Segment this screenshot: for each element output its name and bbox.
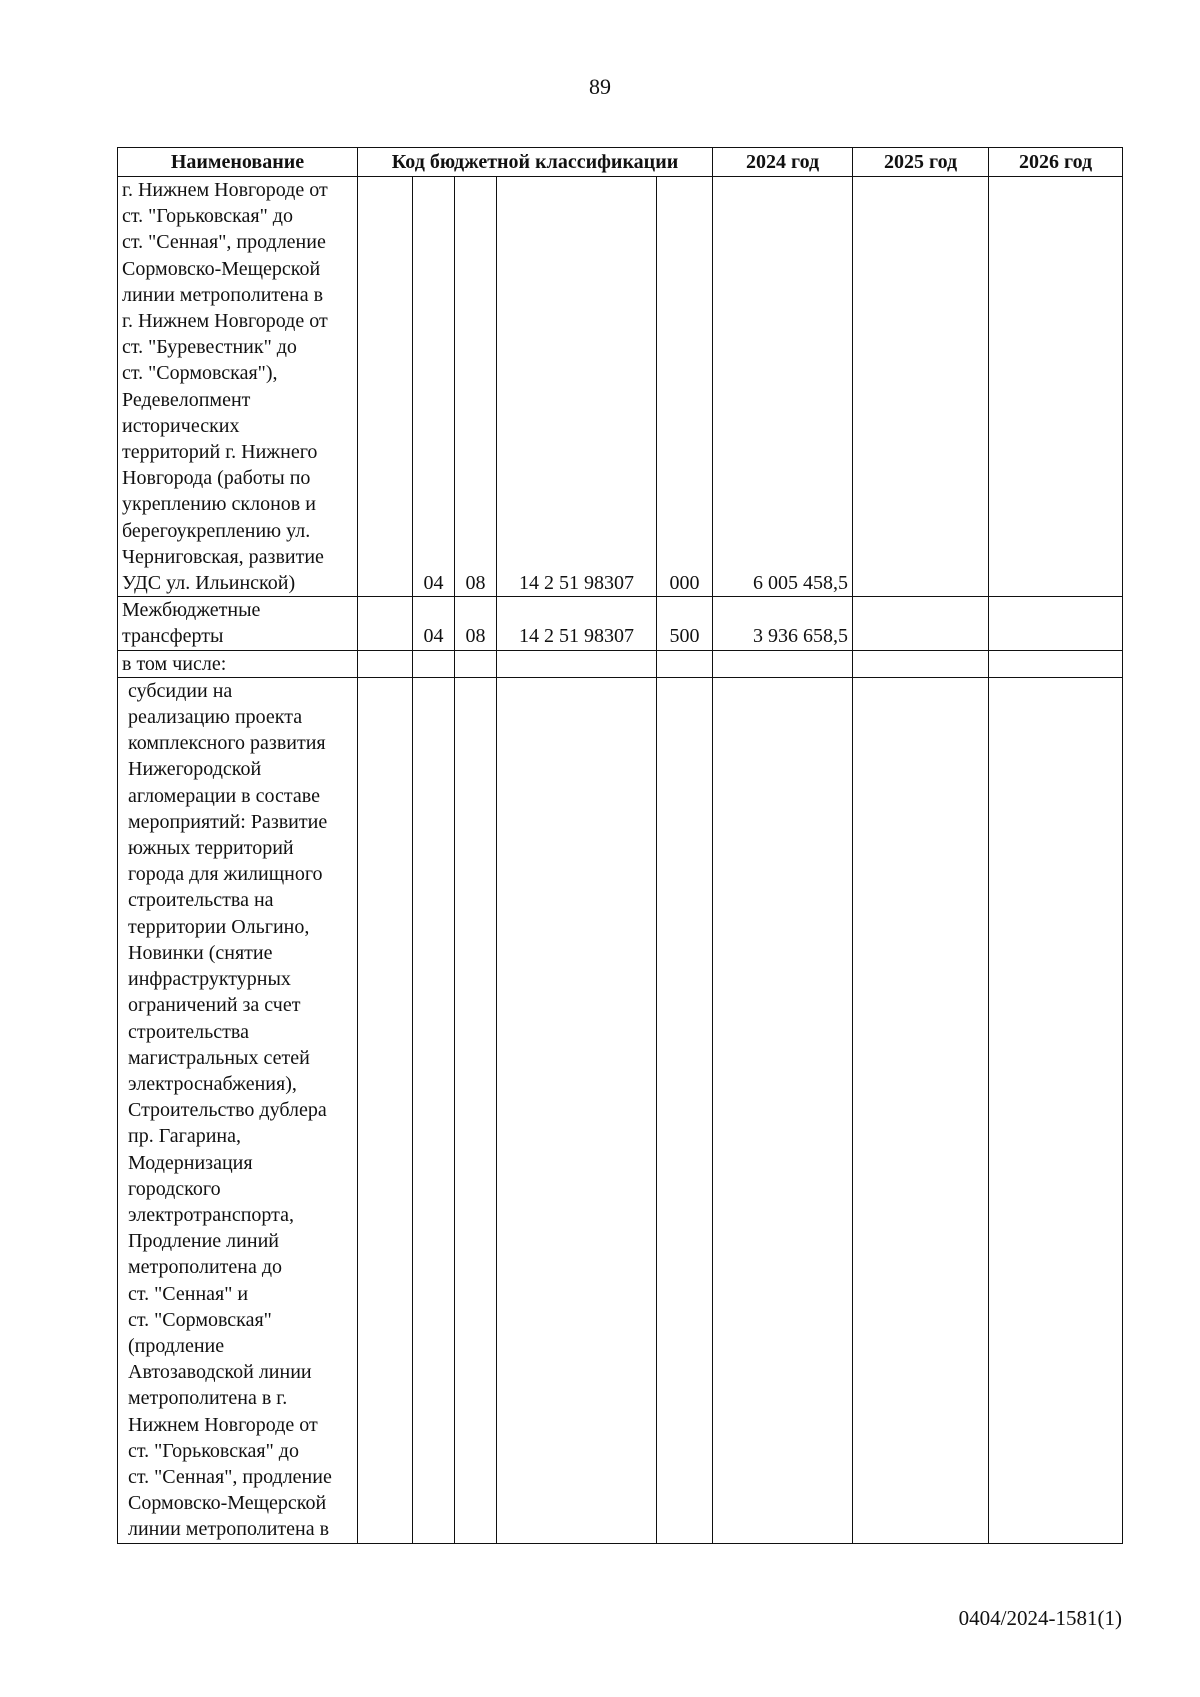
row-name: в том числе: — [118, 650, 358, 677]
document-number: 0404/2024-1581(1) — [958, 1606, 1122, 1630]
header-2026: 2026 год — [989, 148, 1123, 177]
value-2025 — [853, 650, 989, 677]
table-header-row — [118, 148, 1123, 177]
code-section: 04 — [413, 177, 455, 597]
row-name: г. Нижнем Новгороде от ст. "Горьковская" до ст. "Сенная", продление Сормовско-Мещерской линии метрополитена в г. Нижнем Новгороде от ст. "Буревестник" до ст. "Сормовская"), Редевелопмент исторических территорий г. Нижнего Новгорода (работы по укреплению склонов и берегоукреплению ул. Черниговская, развитие УДС ул. Ильинской) — [118, 177, 358, 597]
row-name: субсидии на реализацию проекта комплексного развития Нижегородской агломерации в составе мероприятий: Развитие южных территорий города для жилищного строительства на территории Ольгино, Новинки (снятие инфраструктурных ограничений за счет строительства магистральных сетей электроснабжения), Строительство дублера пр. Гагарина, Модернизация городского электротранспорта, Продление линий метрополитена до ст. "Сенная" и ст. "Сормовская" (продление Автозаводской линии метрополитена в г. Нижнем Новгороде от ст. "Горьковская" до ст. "Сенная", продление Сормовско-Мещерской линии метрополитена в — [118, 677, 358, 1543]
code-target-article — [497, 677, 657, 1543]
code-part-1 — [358, 597, 413, 650]
code-target-article: 14 2 51 98307 — [497, 177, 657, 597]
code-target-article: 14 2 51 98307 — [497, 597, 657, 650]
value-2024 — [713, 650, 853, 677]
code-subsection — [455, 650, 497, 677]
code-expense-type: 500 — [657, 597, 713, 650]
code-section: 04 — [413, 597, 455, 650]
value-2024: 6 005 458,5 — [713, 177, 853, 597]
value-2024 — [713, 677, 853, 1543]
header-2024: 2024 год — [713, 148, 853, 177]
table-row — [118, 597, 1123, 650]
code-part-1 — [358, 650, 413, 677]
table-row — [118, 677, 1123, 1543]
header-code: Код бюджетной классификации — [358, 148, 713, 177]
code-section — [413, 650, 455, 677]
budget-table — [117, 147, 1123, 1544]
code-part-1 — [358, 177, 413, 597]
table-row — [118, 177, 1123, 597]
code-subsection — [455, 677, 497, 1543]
value-2026 — [989, 650, 1123, 677]
code-expense-type — [657, 650, 713, 677]
code-subsection: 08 — [455, 597, 497, 650]
code-expense-type: 000 — [657, 177, 713, 597]
value-2026 — [989, 677, 1123, 1543]
code-target-article — [497, 650, 657, 677]
value-2025 — [853, 177, 989, 597]
value-2026 — [989, 597, 1123, 650]
table-row — [118, 650, 1123, 677]
value-2025 — [853, 597, 989, 650]
value-2024: 3 936 658,5 — [713, 597, 853, 650]
header-name: Наименование — [118, 148, 358, 177]
code-section — [413, 677, 455, 1543]
code-expense-type — [657, 677, 713, 1543]
code-part-1 — [358, 677, 413, 1543]
row-name: Межбюджетные трансферты — [118, 597, 358, 650]
value-2026 — [989, 177, 1123, 597]
header-2025: 2025 год — [853, 148, 989, 177]
value-2025 — [853, 677, 989, 1543]
code-subsection: 08 — [455, 177, 497, 597]
page-number: 89 — [589, 74, 611, 99]
